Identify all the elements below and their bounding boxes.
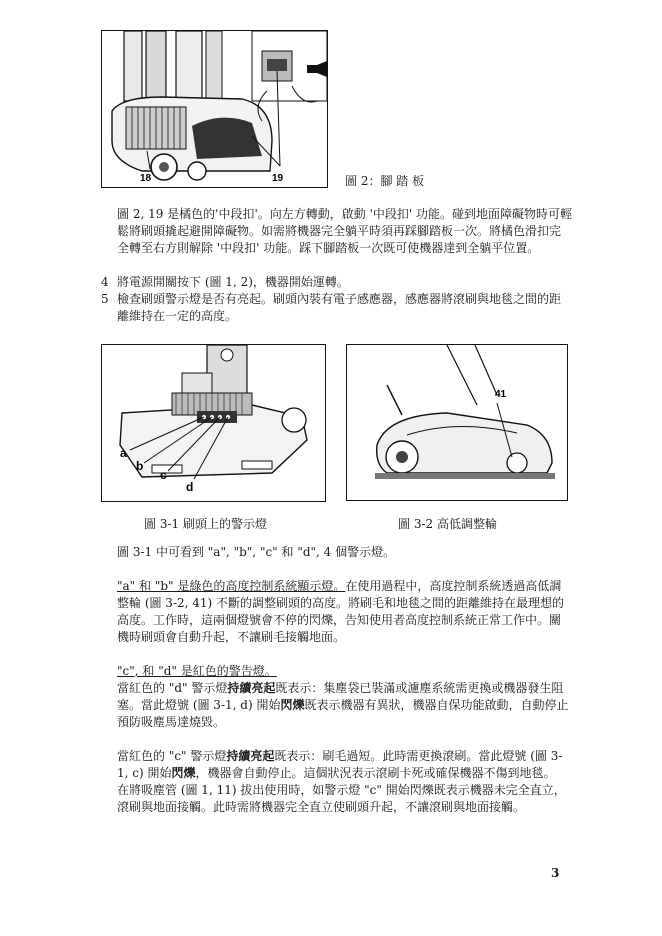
red-light-d-text-3: 既表示機器有異狀，機器自保功能啟動，自動停止預防吸塵馬達燒毀。 — [117, 698, 569, 729]
step-5-text: 檢查刷頭警示燈是否有亮起。刷頭內裝有電子感應器，感應器將滾刷與地毯之間的距離維持在一定的高度。 — [117, 292, 562, 323]
page-number: 3 — [551, 866, 560, 880]
step-4-number: 4 — [101, 275, 109, 289]
figure-3-2-label-41: 41 — [495, 389, 507, 400]
red-light-c-text-3: ，機器會自動停止。這個狀況表示滾刷卡死或確保機器不傷到地毯。 — [195, 766, 556, 780]
hose-paragraph: 在將吸塵管 (圖 1, 11) 拔出使用時，如警示燈 "c" 開始閃爍既表示機器未完全直立，滾刷與地面接觸。此時需將機器完全直立使刷頭升起，不讓滾刷與地面接觸。 — [117, 783, 566, 814]
step-5-number: 5 — [101, 292, 109, 306]
figure-3-1-caption: 圖 3-1 刷頭上的警示燈 — [144, 517, 267, 531]
figure-3-1-label-d: d — [186, 480, 194, 494]
green-lights-section — [117, 578, 572, 646]
red-light-c-text-2: 既表示：刷毛過短。此時需更換滾刷。當此燈號 (圖 3-1, c) 開始 — [117, 749, 563, 780]
red-light-d-bold-2: 閃爍 — [280, 698, 305, 712]
red-lights-heading-line — [117, 663, 572, 680]
red-light-d-paragraph — [117, 680, 572, 731]
lights-paragraph-text: 圖 3-1 中可看到 "a", "b", "c" 和 "d", 4 個警示燈。 — [117, 545, 396, 559]
figure-2-label-18: 18 — [140, 173, 152, 184]
figure-3-1-image — [101, 344, 326, 502]
green-lights-text — [117, 578, 572, 646]
red-light-c-text-1: 當紅色的 "c" 警示燈 — [117, 749, 227, 763]
figure-3-2-caption: 圖 3-2 高低調整輪 — [398, 517, 497, 531]
red-lights-section — [117, 663, 572, 816]
pedal-paragraph — [117, 206, 572, 257]
figure-2-image — [101, 30, 328, 188]
figure-3-1-label-c: c — [160, 468, 167, 482]
step-4 — [101, 274, 571, 291]
lights-paragraph — [117, 544, 572, 561]
figure-3-1-label-b: b — [136, 459, 144, 473]
green-lights-heading: "a" 和 "b" 是綠色的高度控制系統顯示燈。 — [117, 579, 346, 593]
red-light-c-bold-1: 持續亮起 — [226, 749, 275, 763]
figure-3-1-label-a: a — [120, 446, 127, 460]
pedal-paragraph-text: 圖 2, 19 是橘色的'中段扣'。向左方轉動，啟動 '中段扣' 功能。碰到地面障礙物時可輕鬆將刷頭撬起避開障礙物。如需將機器完全躺平時須再踩腳踏板一次。將橘色滑扣完全轉至右方則解除 '中段扣' 功能。踩下腳踏板一次既可使機器達到全躺平位置。 — [117, 207, 572, 255]
green-lights-body: 在使用過程中，高度控制系統透過高低調整輪 (圖 3-2, 41) 不斷的調整刷頭的高度。將刷毛和地毯之間的距離維持在最理想的高度。工作時，這兩個燈號會不停的閃爍，告知使用者高度控制系統正常工作中。關機時刷頭會自動升起，不讓刷毛接觸地面。 — [117, 579, 565, 644]
spacer — [117, 731, 572, 748]
figure-3-2-image — [346, 344, 568, 501]
red-light-c-bold-2: 閃爍 — [171, 766, 196, 780]
red-lights-heading: "c", 和 "d" 是紅色的警告燈。 — [117, 664, 277, 678]
figure-2-caption: 圖 2：腳 踏 板 — [345, 174, 425, 188]
step-5 — [101, 291, 571, 325]
red-light-d-text-1: 當紅色的 "d" 警示燈 — [117, 681, 228, 695]
step-4-text: 將電源開關按下 (圖 1, 2)，機器開始運轉。 — [117, 275, 349, 289]
red-light-c-paragraph — [117, 748, 572, 782]
figure-2-label-19: 19 — [272, 173, 284, 184]
red-light-d-bold-1: 持續亮起 — [227, 681, 276, 695]
red-light-d-text-2: 既表示：集塵袋已裝滿或濾塵系統需更換或機器發生阻塞。當此燈號 (圖 3-1, d) 開始 — [117, 681, 564, 712]
